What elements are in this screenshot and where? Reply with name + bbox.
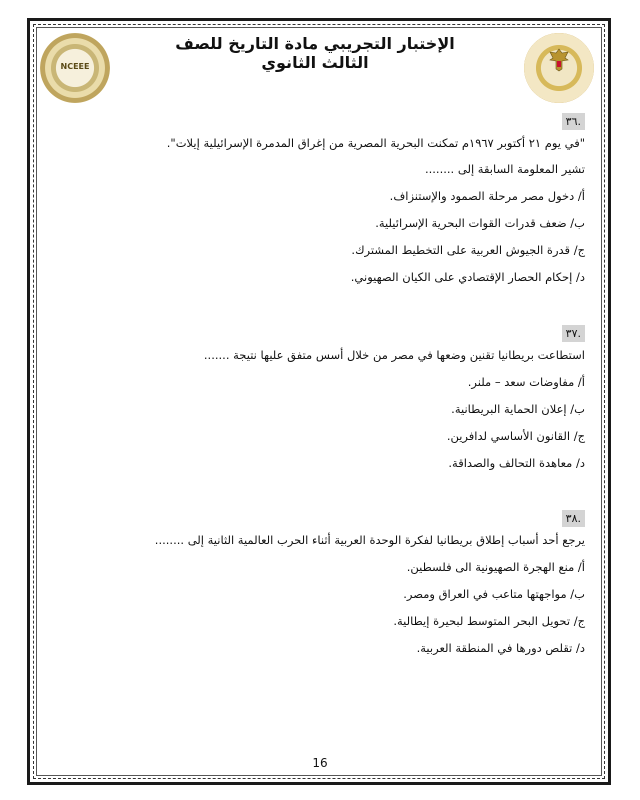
- page-title: الإختبار التجريبي مادة التاريخ للصف الثالث الثانوي: [175, 34, 455, 72]
- question-number: .٣٧: [562, 325, 585, 342]
- answer-option-c: ج/ تحويل البحر المتوسط لبحيرة إيطالية.: [393, 614, 585, 628]
- question-stem-line: استطاعت بريطانيا تقنين وضعها في مصر من خلال أسس متفق عليها نتيجة .......: [203, 348, 585, 362]
- question-stem-line: "في يوم ٢١ أكتوبر ١٩٦٧م تمكنت البحرية المصرية من إغراق المدمرة الإسرائيلية إيلات".: [166, 136, 585, 150]
- question-36: [65, 110, 585, 285]
- question-stem-line: يرجع أحد أسباب إطلاق بريطانيا لفكرة الوحدة العربية أثناء الحرب العالمية الثانية إلى ........: [154, 533, 585, 547]
- nceee-logo-text: NCEEE: [60, 62, 90, 71]
- question-37: [65, 322, 585, 471]
- answer-option-a: أ/ دخول مصر مرحلة الصمود والإستنزاف.: [389, 189, 585, 203]
- ministry-seal-icon: [524, 33, 594, 103]
- answer-option-a: أ/ مفاوضات سعد – ملنر.: [467, 375, 585, 389]
- nceee-logo: [40, 33, 110, 103]
- answer-option-b: ب/ مواجهتها متاعب في العراق ومصر.: [403, 587, 585, 601]
- page-number: 16: [312, 756, 328, 770]
- question-38: [65, 507, 585, 656]
- answer-option-d: د/ معاهدة التحالف والصداقة.: [448, 456, 585, 470]
- eagle-icon: [548, 47, 570, 73]
- answer-option-d: د/ إحكام الحصار الإقتصادي على الكيان الصهيوني.: [350, 270, 585, 284]
- question-stem-line: تشير المعلومة السابقة إلى ........: [424, 162, 585, 176]
- answer-option-c: ج/ القانون الأساسي لدافرين.: [446, 429, 585, 443]
- answer-option-a: أ/ منع الهجرة الصهيونية الى فلسطين.: [406, 560, 585, 574]
- question-number: .٣٨: [562, 510, 585, 527]
- answer-option-c: ج/ قدرة الجيوش العربية على التخطيط المشترك.: [351, 243, 585, 257]
- answer-option-b: ب/ إعلان الحماية البريطانية.: [451, 402, 585, 416]
- answer-option-d: د/ تقلص دورها في المنطقة العربية.: [416, 641, 585, 655]
- answer-option-b: ب/ ضعف قدرات القوات البحرية الإسرائيلية.: [375, 216, 585, 230]
- question-number: .٣٦: [562, 113, 585, 130]
